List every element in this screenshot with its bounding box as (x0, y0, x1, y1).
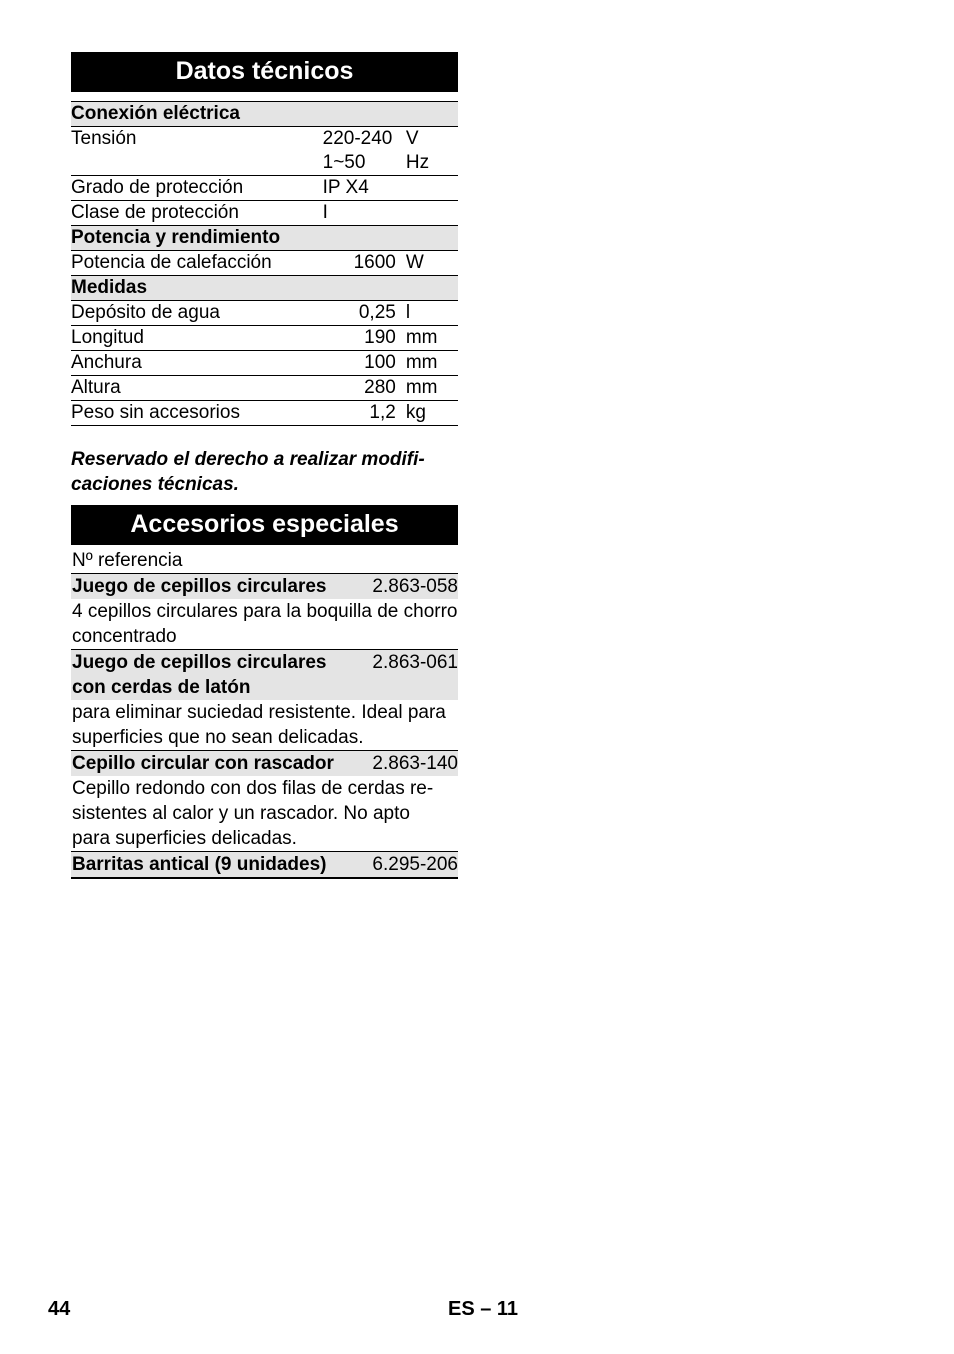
row-value: I (323, 201, 406, 226)
frequency-value: 1~50 (322, 152, 366, 173)
row-value: IP X4 (323, 176, 406, 201)
table-row (71, 127, 458, 176)
accessory-name: Cepillo circular con rascador (72, 753, 334, 774)
section-heading: Medidas (71, 276, 458, 301)
table-row (71, 201, 458, 226)
table-section-row (71, 102, 458, 127)
accessory-description: 4 cepillos circulares para la boquilla de chorro concentrado (71, 599, 458, 650)
row-label: Depósito de agua (71, 301, 323, 326)
accessory-description: Cepillo redondo con dos filas de cerdas re- sistentes al calor y un rascador. No apto para superficies delicadas. (71, 776, 458, 852)
row-value: 1600 (323, 251, 406, 276)
row-label: Peso sin accesorios (71, 401, 323, 426)
accessory-item (71, 650, 458, 751)
accessory-name: Juego de cepillos circulares (72, 576, 327, 597)
accessory-name: Juego de cepillos circulares con cerdas de latón (72, 652, 327, 698)
table-row (71, 301, 458, 326)
row-value: 100 (323, 351, 406, 376)
accessory-item (71, 574, 458, 650)
accessories-title: Accesorios especiales (71, 505, 458, 545)
modification-note (71, 447, 458, 497)
row-unit: mm (406, 376, 458, 401)
row-unit (406, 201, 458, 226)
table-row (71, 176, 458, 201)
row-label: Anchura (71, 351, 323, 376)
table-section-row (71, 226, 458, 251)
section-page-label: ES – 11 (448, 1298, 519, 1320)
note-line-1: Reservado el derecho a realizar modifi- (71, 449, 425, 470)
row-label: Longitud (71, 326, 323, 351)
row-unit: kg (406, 401, 458, 426)
voltage-unit: V (405, 128, 419, 149)
table-row (71, 351, 458, 376)
page-number: 44 (48, 1298, 71, 1320)
accessory-number: 6.295-206 (372, 854, 458, 875)
table-section-row (71, 276, 458, 301)
voltage-value: 220-240 (322, 128, 393, 149)
section-heading: Potencia y rendimiento (71, 226, 458, 251)
row-value: 280 (323, 376, 406, 401)
accessory-header (71, 751, 458, 776)
accessory-description: para eliminar suciedad resistente. Ideal para superficies que no sean delicadas. (71, 700, 458, 751)
table-row (71, 376, 458, 401)
table-row (71, 251, 458, 276)
accessory-number: 2.863-058 (372, 576, 458, 597)
row-unit (406, 127, 458, 176)
note-line-2: caciones técnicas. (71, 474, 239, 495)
row-unit: l (406, 301, 458, 326)
accessory-number: 2.863-140 (372, 753, 458, 774)
tech-data-title: Datos técnicos (71, 52, 458, 92)
tech-data-table (71, 101, 458, 426)
row-unit: mm (406, 326, 458, 351)
table-row (71, 401, 458, 426)
accessory-header (71, 852, 458, 879)
reference-number-header: Nº referencia (71, 549, 458, 574)
content-column (71, 52, 458, 879)
row-value: 0,25 (323, 301, 406, 326)
row-value: 190 (323, 326, 406, 351)
row-label: Clase de protección (71, 201, 323, 226)
accessory-item (71, 852, 458, 879)
row-label: Tensión (71, 127, 323, 176)
accessory-name: Barritas antical (9 unidades) (72, 854, 327, 875)
frequency-unit: Hz (405, 152, 430, 173)
table-row (71, 326, 458, 351)
accessory-header (71, 650, 458, 700)
row-unit (406, 176, 458, 201)
row-value: 1,2 (323, 401, 406, 426)
row-value (323, 127, 406, 176)
accessory-header (71, 574, 458, 599)
row-unit: mm (406, 351, 458, 376)
accessory-item (71, 751, 458, 852)
row-label: Grado de protección (71, 176, 323, 201)
accessory-number: 2.863-061 (372, 652, 458, 673)
row-label: Altura (71, 376, 323, 401)
row-label: Potencia de calefacción (71, 251, 323, 276)
row-unit: W (406, 251, 458, 276)
section-heading: Conexión eléctrica (71, 102, 458, 127)
